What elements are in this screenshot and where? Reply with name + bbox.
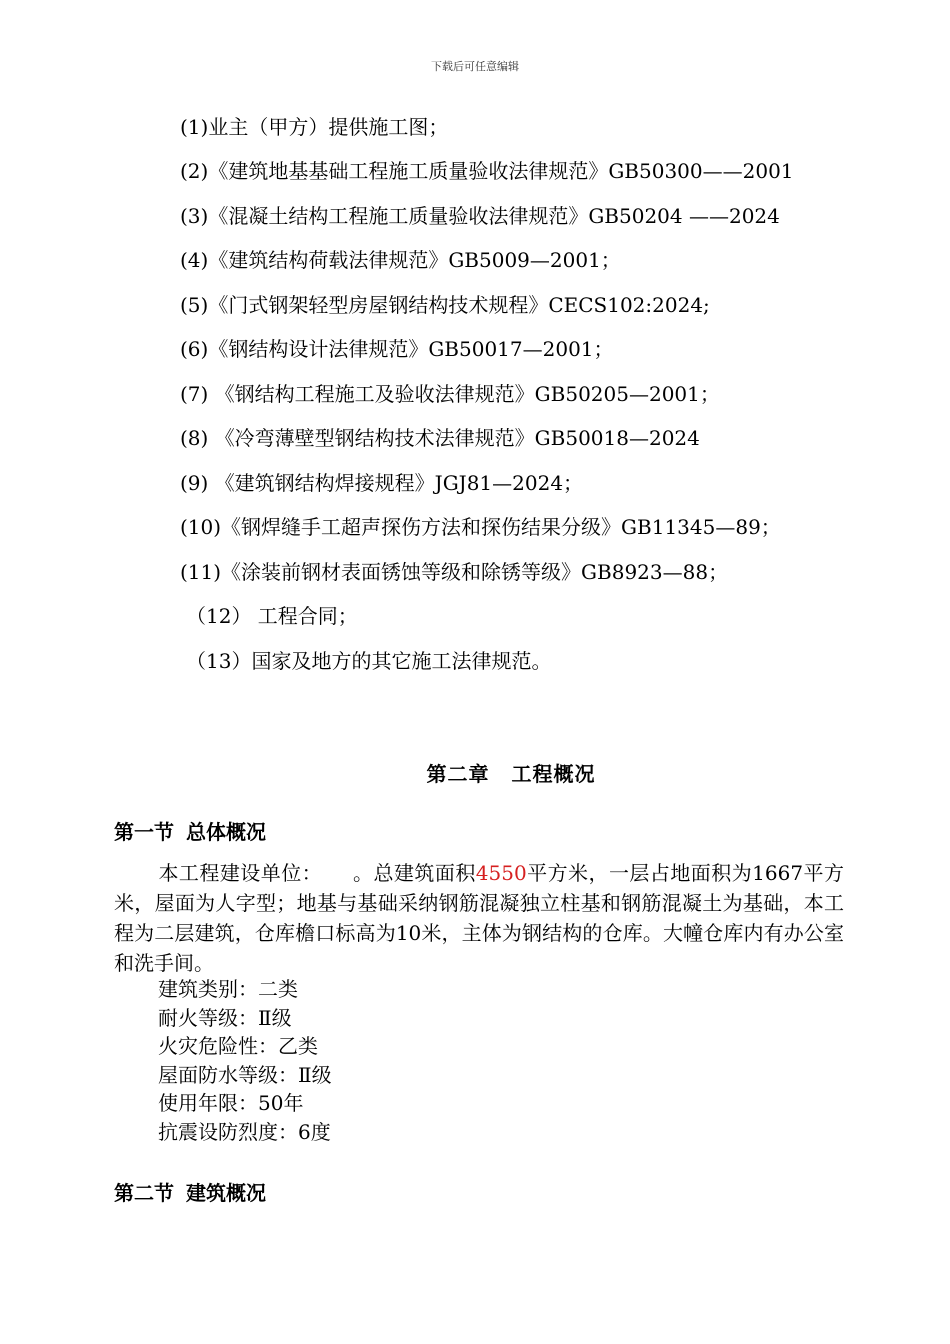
fact-fire-hazard: 火灾危险性：乙类 [158,1034,318,1058]
fact-building-category: 建筑类别：二类 [158,977,298,1001]
section-title [114,1177,266,1206]
fact-seismic: 抗震设防烈度：6度 [158,1119,331,1144]
chapter-title [0,758,950,787]
list-item: （13）国家及地方的其它施工法律规范。 [186,649,552,673]
page-header: 下载后可任意编辑 [431,60,519,73]
fact-fire-rating: 耐火等级：Ⅱ级 [158,1005,292,1030]
chapter-number: 第二章 [426,762,490,786]
list-item: (9) 《建筑钢结构焊接规程》JGJ81—2024； [180,471,584,495]
section-number: 第二节 [114,1181,174,1205]
list-item: (11)《涂装前钢材表面锈蚀等级和除锈等级》GB8923—88； [180,560,729,584]
chapter-name: 工程概况 [511,762,596,786]
section-name: 建筑概况 [186,1181,266,1205]
section-number: 第一节 [114,820,174,844]
fact-roof-waterproof: 屋面防水等级：Ⅱ级 [158,1062,332,1087]
section-title [114,816,266,845]
list-item: (6)《钢结构设计法律规范》GB50017—2001； [180,337,614,361]
overview-text-1: 本工程建设单位： 。总建筑面积 [158,861,476,885]
list-item: (7) 《钢结构工程施工及验收法律规范》GB50205—2001； [180,382,720,406]
list-item: (1)业主（甲方）提供施工图； [180,115,449,139]
overview-paragraph [114,858,844,978]
list-item: (5)《门式钢架轻型房屋钢结构技术规程》CECS102:2024; [180,293,710,317]
list-item: (4)《建筑结构荷载法律规范》GB5009—2001； [180,248,621,272]
overview-text-2: 平方米，一层占地面积为1667平方米，屋面为人字型；地基与基础采纳钢筋混凝独立柱基和钢筋混凝土为基础，本工程为二层建筑，仓库檐口标高为10米，主体为钢结构的仓库。大幢仓库内有办公室和洗手间。 [114,861,844,975]
list-item: (2)《建筑地基基础工程施工质量验收法律规范》GB50300——2001 [180,159,794,183]
section-name: 总体概况 [186,820,266,844]
fact-service-life: 使用年限：50年 [158,1091,304,1115]
list-item: （12） 工程合同； [186,604,358,628]
list-item: (3)《混凝土结构工程施工质量验收法律规范》GB50204 ——2024 [180,204,780,228]
total-area-value: 4550 [475,861,527,885]
project-facts [158,975,332,1146]
list-item: (8) 《冷弯薄壁型钢结构技术法律规范》GB50018—2024 [180,426,700,450]
list-item: (10)《钢焊缝手工超声探伤方法和探伤结果分级》GB11345—89； [180,515,781,539]
